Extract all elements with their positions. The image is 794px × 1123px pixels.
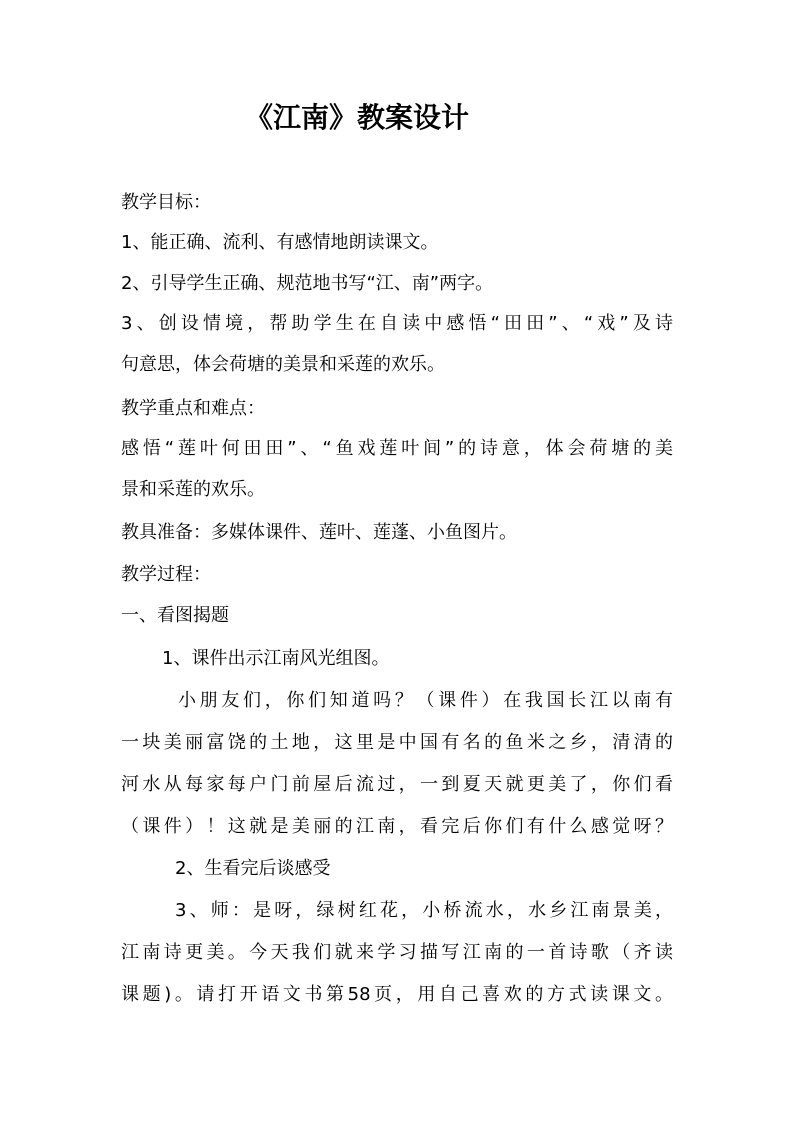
step-1-item-3-line-3: 课题)。请打开语文书第58页，用自己喜欢的方式读课文。 [121,984,673,1005]
step-1-item-1: 1、课件出示江南风光组图。 [162,648,390,669]
paragraph-1-line-3: 河水从每家每户门前屋后流过，一到夏天就更美了，你们看 [121,774,673,795]
key-points-line-1: 感悟“莲叶何田田”、“鱼戏莲叶间”的诗意，体会荷塘的美 [121,438,673,459]
objective-3-line-1: 3、创设情境，帮助学生在自读中感悟“田田”、“戏”及诗 [121,313,673,334]
step-1-item-2: 2、生看完后谈感受 [175,858,331,879]
objective-3-line-2: 句意思，体会荷塘的美景和采莲的欢乐。 [121,354,445,375]
paragraph-1-line-1: 小朋友们，你们知道吗？（课件）在我国长江以南有 [178,690,673,711]
step-1-item-3-line-2: 江南诗更美。今天我们就来学习描写江南的一首诗歌（齐读 [121,942,673,963]
section-heading-key-points: 教学重点和难点： [121,398,265,419]
paragraph-1-line-4: （课件）！这就是美丽的江南，看完后你们有什么感觉呀？ [121,816,673,837]
step-heading-1: 一、看图揭题 [121,605,229,626]
step-1-item-3-line-1: 3、师：是呀，绿树红花，小桥流水，水乡江南景美， [175,900,673,921]
section-heading-objectives: 教学目标： [121,192,211,213]
teaching-aids: 教具准备：多媒体课件、莲叶、莲蓬、小鱼图片。 [121,522,517,543]
paragraph-1-line-2: 一块美丽富饶的土地，这里是中国有名的鱼米之乡，清清的 [121,732,673,753]
objective-2: 2、引导学生正确、规范地书写“江、南”两字。 [121,273,494,294]
section-heading-process: 教学过程： [121,564,211,585]
objective-1: 1、能正确、流利、有感情地朗读课文。 [121,232,439,253]
key-points-line-2: 景和采莲的欢乐。 [121,479,265,500]
document-title: 《江南》教案设计 [245,101,470,134]
